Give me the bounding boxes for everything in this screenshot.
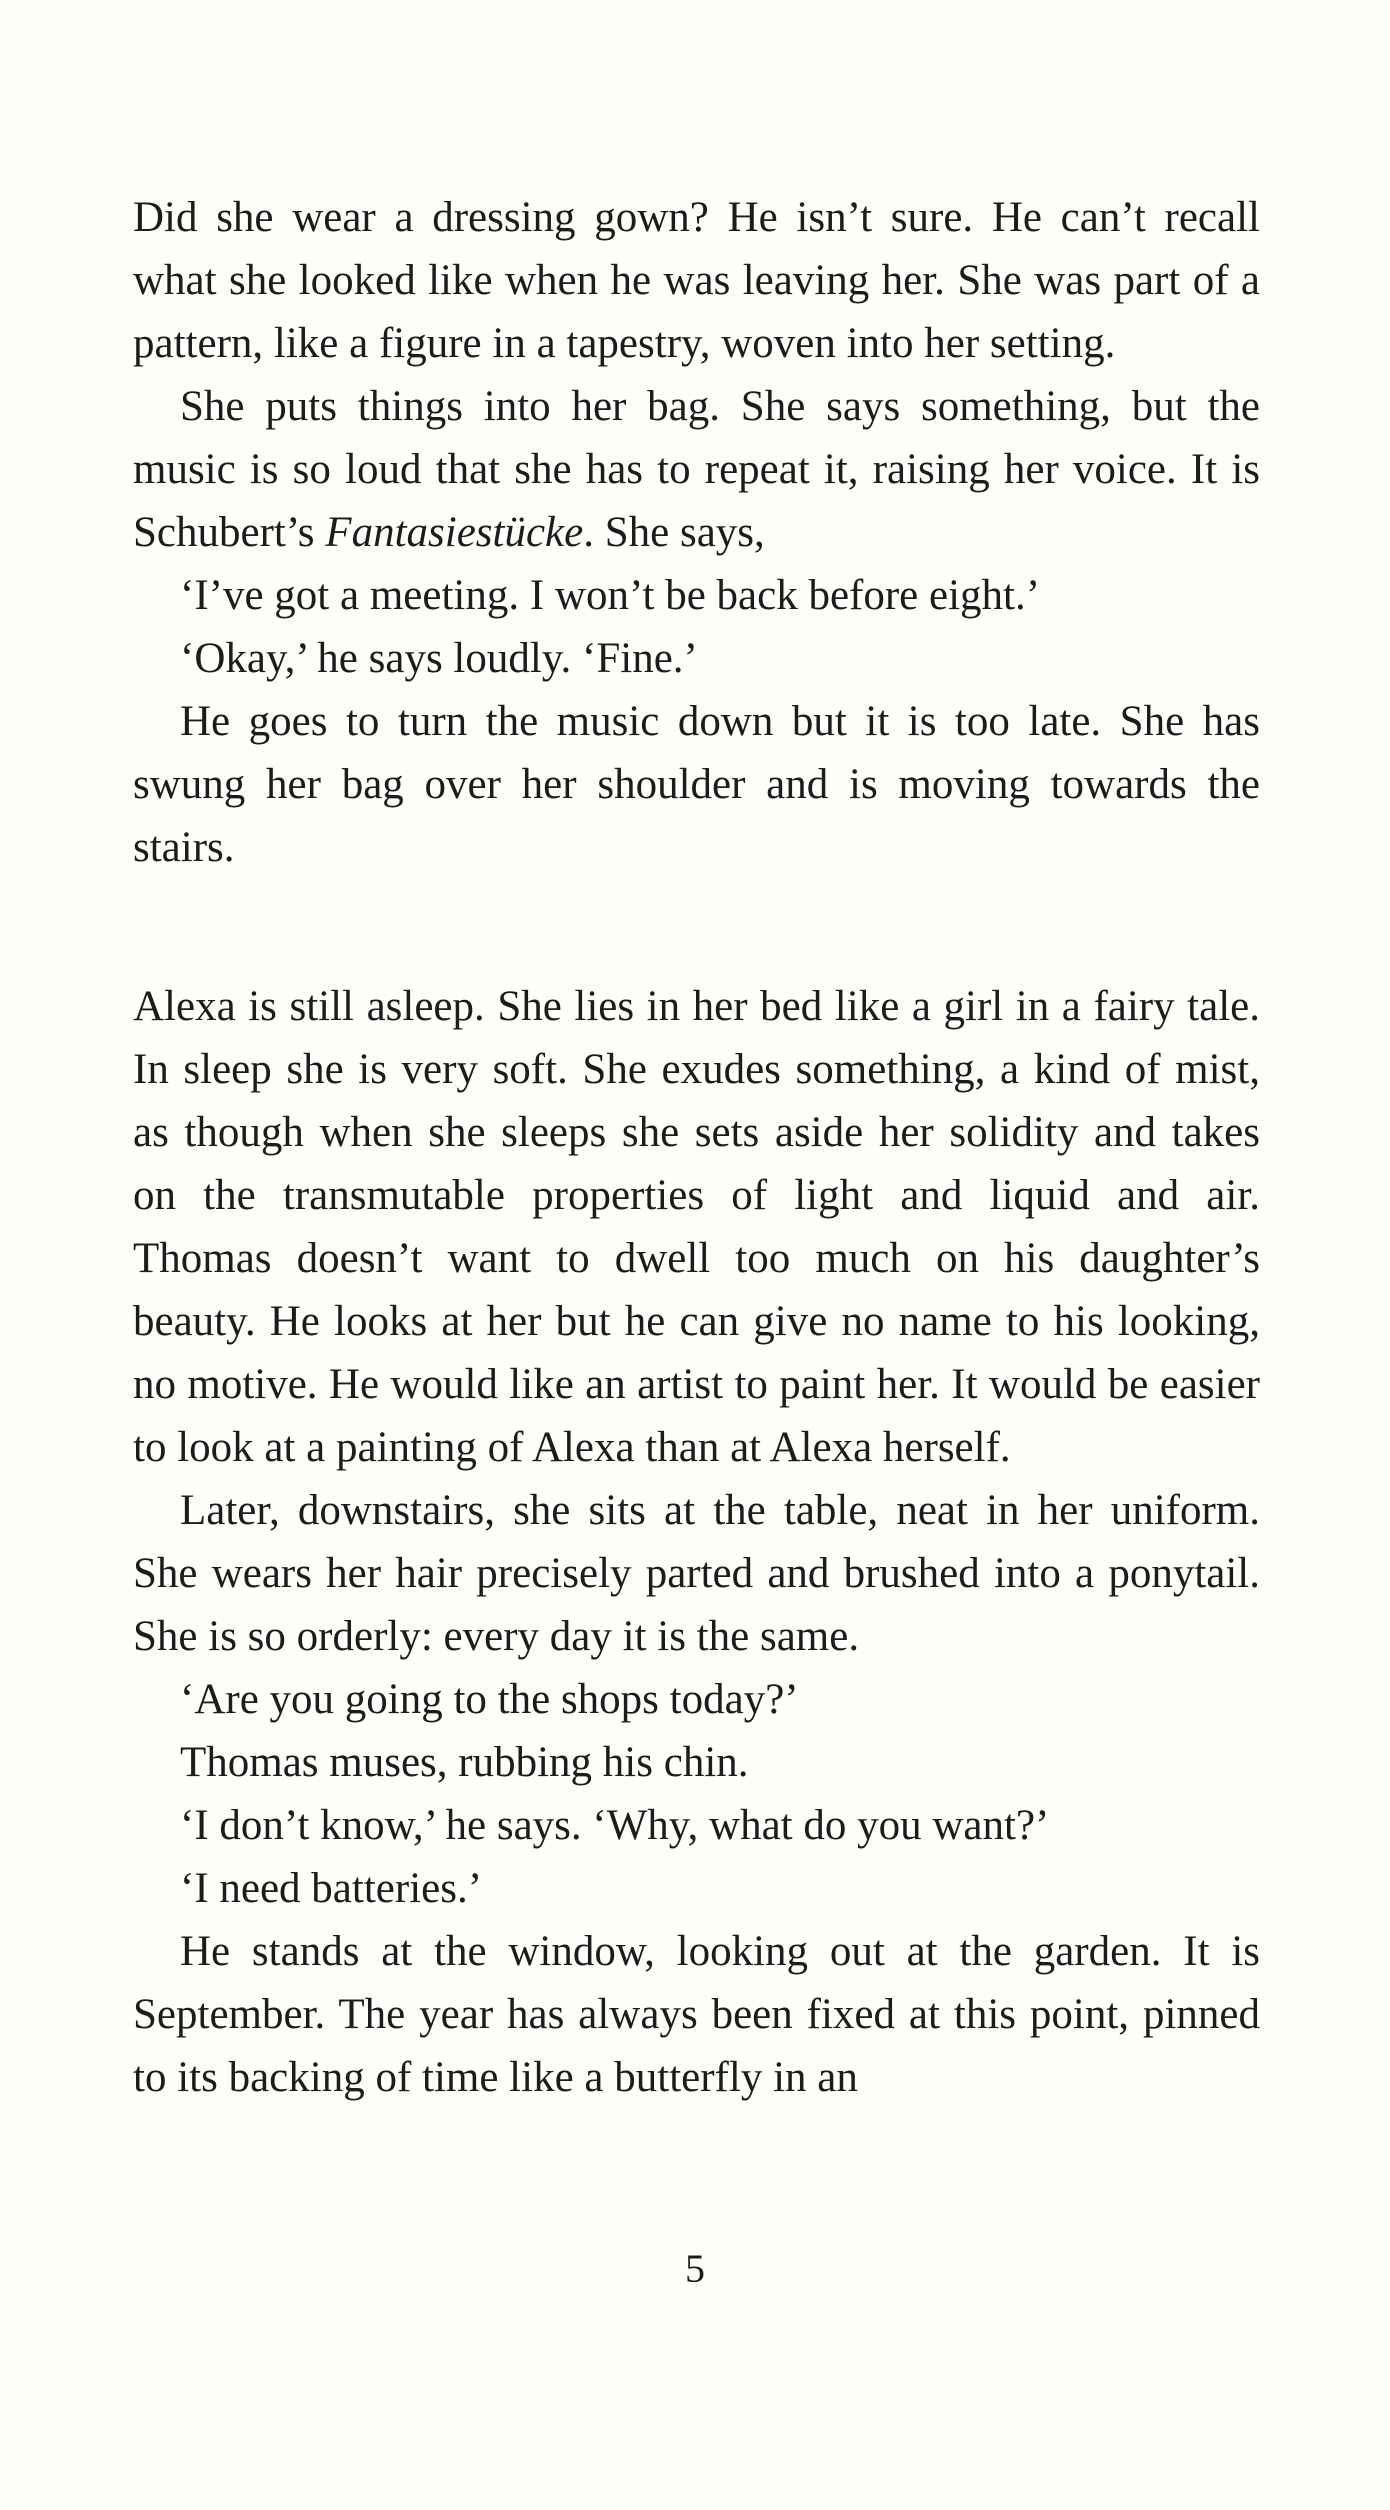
paragraph: Thomas muses, rubbing his chin. bbox=[180, 1739, 749, 1786]
paragraph bbox=[133, 375, 1260, 564]
dialogue-line: ‘I need batteries.’ bbox=[180, 1865, 483, 1912]
paragraph-text: . She says, bbox=[583, 509, 765, 556]
paragraph: Did she wear a dressing gown? He isn’t sure. He can’t recall what she looked like when he was leaving her. She was part of a pattern, like a figure in a tapestry, woven into her setting. bbox=[133, 194, 1260, 367]
dialogue-line: ‘I don’t know,’ he says. ‘Why, what do you want?’ bbox=[180, 1802, 1050, 1849]
section-2 bbox=[133, 975, 1260, 2109]
paragraph-text: She puts things into her bag. She says something, but the music is so loud that she has to repeat it, raising her voice. It is Schubert’s bbox=[133, 383, 1260, 556]
dialogue-line: ‘Are you going to the shops today?’ bbox=[180, 1676, 799, 1723]
section-1 bbox=[133, 186, 1260, 879]
paragraph: Later, downstairs, she sits at the table, neat in her uniform. She wears her hair precisely parted and brushed into a ponytail. She is so orderly: every day it is the same. bbox=[133, 1487, 1260, 1660]
italic-title: Fantasiestücke bbox=[325, 509, 584, 556]
paragraph: He stands at the window, looking out at the garden. It is September. The year has always been fixed at this point, pinned to its backing of time like a butterfly in an bbox=[133, 1928, 1260, 2101]
dialogue-line: ‘Okay,’ he says loudly. ‘Fine.’ bbox=[180, 635, 698, 682]
page-number: 5 bbox=[685, 2246, 705, 2291]
paragraph: He goes to turn the music down but it is too late. She has swung her bag over her shoulder and is moving towards the stairs. bbox=[133, 698, 1260, 871]
paragraph: Alexa is still asleep. She lies in her bed like a girl in a fairy tale. In sleep she is very soft. She exudes something, a kind of mist, as though when she sleeps she sets aside her solidity and takes on the transmutable properties of light and liquid and air. Thomas doesn’t want to dwell too much on his daughter’s beauty. He looks at her but he can give no name to his looking, no motive. He would like an artist to paint her. It would be easier to look at a painting of Alexa than at Alexa herself. bbox=[133, 983, 1260, 1471]
dialogue-line: ‘I’ve got a meeting. I won’t be back before eight.’ bbox=[180, 572, 1041, 619]
